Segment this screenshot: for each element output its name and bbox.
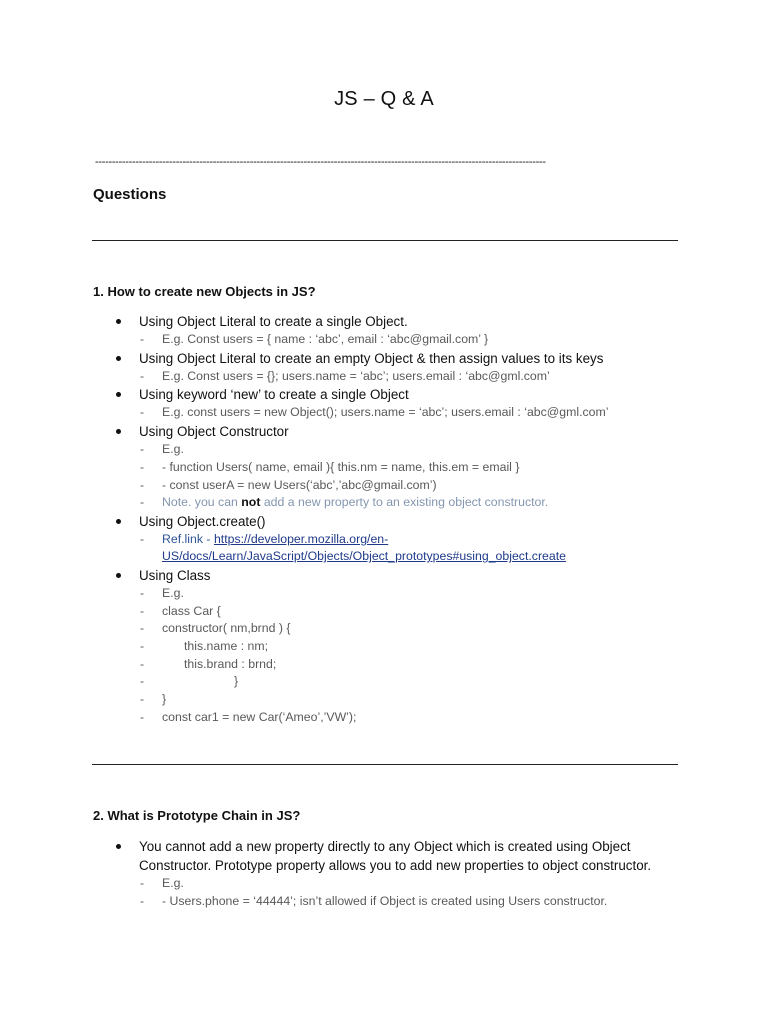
question-2-heading: 2. What is Prototype Chain in JS? [93,808,301,823]
sub-list [139,585,672,727]
sub-item: - - const userA = new Users(‘abc’,’abc@gmail.com’) [139,477,672,495]
sub-item: - constructor( nm,brnd ) { [139,620,672,638]
sub-item: - E.g. const users = new Object(); users.name = ‘abc’; users.email : ‘abc@gml.com’ [139,404,672,422]
list-item [112,385,672,422]
horizontal-rule [92,240,678,241]
sub-item [139,656,672,674]
bullet-text: Using Class [139,567,211,583]
sub-item: - class Car { [139,603,672,621]
sub-list [139,875,672,910]
bullet-text: You cannot add a new property directly to any Object which is created using Object Constructor. Prototype property allows you to add new properties to object constructor. [139,839,652,873]
sub-list [139,531,672,566]
sub-item-plain [139,673,672,691]
note-text-end: add a new property to an existing object constructor. [260,495,549,510]
sub-item: - E.g. Const users = {}; users.name = ‘abc’; users.email : ‘abc@gml.com’ [139,368,672,386]
list-item [112,422,672,512]
bullet-text: Using keyword ‘new’ to create a single Object [139,387,409,403]
sub-list [139,331,672,349]
sub-list [139,368,672,386]
sub-item: - } [139,691,672,709]
sub-item [139,638,672,656]
reference-link[interactable]: https://developer.mozilla.org/en-US/docs/Learn/JavaScript/Objects/Object_prototypes#using_object.create [162,531,566,564]
note-item [139,494,672,512]
reference-item [139,531,672,566]
questions-heading: Questions [93,186,167,203]
horizontal-rule [92,764,678,765]
note-emphasis: not [241,495,261,510]
code-line: this.brand : brnd; [184,656,277,671]
sub-list [139,404,672,422]
list-item [112,512,672,566]
bullet-text: Using Object Constructor [139,424,289,440]
page-title: JS – Q & A [334,88,434,110]
list-item [112,566,672,727]
sub-item: - - function Users( name, email ){ this.nm = name, this.em = email } [139,459,672,477]
code-line: } [234,674,239,689]
sub-item: - E.g. [139,875,672,893]
sub-item: - const car1 = new Car(‘Ameo’,’VW’); [139,709,672,727]
code-line: this.name : nm; [184,639,269,654]
sub-item: - E.g. Const users = { name : ‘abc’, email : ‘abc@gmail.com’ } [139,331,672,349]
note-text: Note. you can [162,495,242,510]
list-item [112,349,672,386]
sub-item: - - Users.phone = ‘44444’; isn’t allowed if Object is created using Users constructor. [139,893,672,911]
sub-list [139,441,672,512]
sub-item: - E.g. [139,585,672,603]
reference-label: Ref.link - [162,531,214,546]
question-2-answer-list [112,837,672,910]
bullet-text: Using Object.create() [139,513,266,529]
question-1-heading: 1. How to create new Objects in JS? [93,284,316,299]
bullet-text: Using Object Literal to create a single Object. [139,314,408,329]
bullet-text: Using Object Literal to create an empty Object & then assign values to its keys [139,350,604,366]
dashed-separator: -------------------------------------------------------------------------------------------------------------------------------------- [95,156,546,168]
sub-item: - E.g. [139,441,672,459]
list-item [112,312,672,349]
list-item [112,837,672,910]
question-1-answer-list [112,312,672,727]
